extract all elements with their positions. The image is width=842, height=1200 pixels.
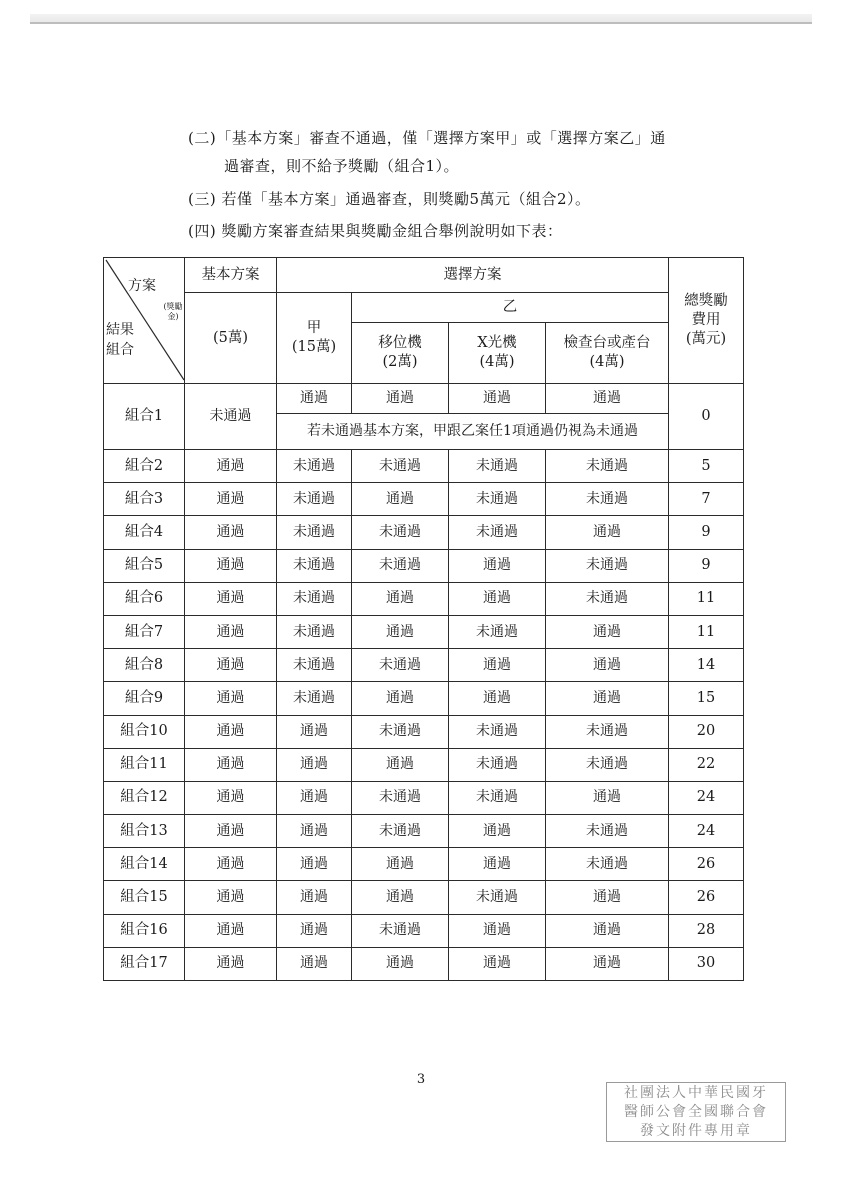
row-label: 組合8 [104, 649, 185, 682]
paragraph-2-line-2: 過審查，則不給予獎勵（組合1）。 [224, 157, 460, 175]
cell-plan-b-2: 未通過 [449, 715, 546, 748]
row-label: 組合1 [104, 384, 185, 450]
cell-total: 30 [669, 947, 744, 980]
stamp-line-2: 醫師公會全國聯合會 [624, 1104, 768, 1120]
row-label: 組合15 [104, 881, 185, 914]
cell-plan-b-2: 通過 [449, 914, 546, 947]
cell-plan-b-2: 未通過 [449, 450, 546, 483]
cell-plan-b-1: 通過 [352, 483, 449, 516]
item-amount: (4萬) [479, 354, 515, 370]
table-row [104, 881, 744, 914]
cell-total: 24 [669, 815, 744, 848]
cell-plan-b-1: 通過 [352, 682, 449, 715]
cell-plan-a: 未通過 [277, 516, 352, 549]
cell-total: 24 [669, 781, 744, 814]
header-plan-b-item-2 [449, 323, 546, 384]
cell-plan-b-2: 通過 [449, 549, 546, 582]
cell-total: 9 [669, 516, 744, 549]
row-label: 組合9 [104, 682, 185, 715]
cell-plan-b-3: 通過 [546, 947, 669, 980]
cell-plan-b-1: 未通過 [352, 549, 449, 582]
cell-plan-b-3: 未通過 [546, 748, 669, 781]
cell-plan-a: 通過 [277, 715, 352, 748]
row-label: 組合7 [104, 615, 185, 648]
cell-basic: 通過 [185, 450, 277, 483]
cell-plan-b-2: 通過 [449, 682, 546, 715]
header-total-3: (萬元) [685, 331, 727, 347]
cell-basic: 通過 [185, 748, 277, 781]
cell-plan-b-3: 未通過 [546, 815, 669, 848]
row-label: 組合11 [104, 748, 185, 781]
corner-label-reward: (獎勵金) [163, 302, 183, 321]
corner-label-result [106, 320, 134, 360]
cell-basic: 通過 [185, 815, 277, 848]
cell-plan-a: 通過 [277, 815, 352, 848]
cell-basic: 通過 [185, 549, 277, 582]
cell-plan-b-1: 未通過 [352, 516, 449, 549]
cell-plan-b-3: 未通過 [546, 715, 669, 748]
header-plan-a [277, 293, 352, 384]
cell-basic: 通過 [185, 881, 277, 914]
cell-plan-b-1: 通過 [352, 947, 449, 980]
cell-plan-b-1: 通過 [352, 582, 449, 615]
cell-plan-b-3: 通過 [546, 384, 669, 414]
cell-plan-b-1: 通過 [352, 848, 449, 881]
header-basic-amount: (5萬) [185, 293, 277, 384]
row-label: 組合10 [104, 715, 185, 748]
row-label: 組合6 [104, 582, 185, 615]
row-1-note: 若未通過基本方案，甲跟乙案任1項通過仍視為未通過 [277, 414, 669, 450]
cell-plan-b-1: 未通過 [352, 450, 449, 483]
cell-basic: 通過 [185, 582, 277, 615]
item-name: 移位機 [378, 335, 422, 351]
cell-plan-a: 未通過 [277, 682, 352, 715]
table-row [104, 450, 744, 483]
table-row [104, 582, 744, 615]
cell-plan-a: 通過 [277, 947, 352, 980]
table-row [104, 748, 744, 781]
cell-plan-b-2: 未通過 [449, 881, 546, 914]
table-row [104, 516, 744, 549]
table-row [104, 848, 744, 881]
cell-plan-b-3: 通過 [546, 649, 669, 682]
cell-plan-b-3: 未通過 [546, 450, 669, 483]
row-label: 組合17 [104, 947, 185, 980]
row-label: 組合16 [104, 914, 185, 947]
cell-total: 28 [669, 914, 744, 947]
cell-plan-b-1: 通過 [352, 615, 449, 648]
table-row [104, 649, 744, 682]
cell-plan-b-2: 未通過 [449, 516, 546, 549]
header-plan-a-name: 甲 [306, 320, 322, 336]
cell-plan-b-3: 未通過 [546, 582, 669, 615]
table-row [104, 815, 744, 848]
cell-plan-b-2: 未通過 [449, 483, 546, 516]
cell-basic: 通過 [185, 516, 277, 549]
header-optional-plan: 選擇方案 [277, 258, 669, 293]
cell-plan-a: 未通過 [277, 549, 352, 582]
row-label: 組合14 [104, 848, 185, 881]
cell-plan-b-1: 通過 [352, 384, 449, 414]
official-stamp [606, 1082, 786, 1142]
cell-plan-a: 未通過 [277, 649, 352, 682]
page-top-edge [30, 14, 812, 22]
cell-plan-b-3: 通過 [546, 516, 669, 549]
cell-total: 15 [669, 682, 744, 715]
table-row [104, 483, 744, 516]
cell-plan-b-1: 未通過 [352, 815, 449, 848]
header-plan-b: 乙 [352, 293, 669, 323]
table-row [104, 715, 744, 748]
cell-plan-b-2: 通過 [449, 947, 546, 980]
cell-plan-b-2: 通過 [449, 848, 546, 881]
cell-basic: 通過 [185, 781, 277, 814]
award-combination-table [103, 257, 744, 981]
cell-plan-a: 通過 [277, 384, 352, 414]
table-row [104, 781, 744, 814]
cell-plan-b-2: 未通過 [449, 748, 546, 781]
cell-plan-b-3: 通過 [546, 881, 669, 914]
cell-basic: 通過 [185, 483, 277, 516]
row-label: 組合4 [104, 516, 185, 549]
stamp-line-1: 社團法人中華民國牙 [624, 1085, 768, 1101]
row-label: 組合12 [104, 781, 185, 814]
corner-label-result-1: 結果 [106, 322, 134, 338]
cell-total: 26 [669, 881, 744, 914]
cell-total: 20 [669, 715, 744, 748]
cell-basic: 通過 [185, 649, 277, 682]
table-row [104, 549, 744, 582]
header-total [669, 258, 744, 384]
header-plan-a-amount: (15萬) [291, 339, 337, 355]
table-row [104, 682, 744, 715]
page-top-border [30, 22, 812, 24]
table-row [104, 914, 744, 947]
cell-plan-a: 通過 [277, 748, 352, 781]
cell-plan-b-3: 通過 [546, 615, 669, 648]
corner-header-cell [104, 258, 185, 384]
cell-total: 5 [669, 450, 744, 483]
stamp-line-3: 發文附件專用章 [640, 1123, 752, 1139]
cell-plan-a: 未通過 [277, 450, 352, 483]
cell-plan-a: 通過 [277, 881, 352, 914]
cell-plan-b-2: 通過 [449, 815, 546, 848]
cell-plan-b-3: 通過 [546, 781, 669, 814]
paragraph-2-line-1: (二)「基本方案」審查不通過，僅「選擇方案甲」或「選擇方案乙」通 [188, 129, 666, 147]
cell-plan-a: 通過 [277, 914, 352, 947]
cell-basic: 通過 [185, 914, 277, 947]
cell-plan-b-1: 通過 [352, 881, 449, 914]
cell-plan-a: 未通過 [277, 483, 352, 516]
cell-plan-b-3: 通過 [546, 914, 669, 947]
corner-label-result-2: 組合 [106, 342, 134, 358]
cell-basic: 通過 [185, 947, 277, 980]
header-total-2: 費用 [691, 312, 721, 328]
cell-plan-b-1: 未通過 [352, 649, 449, 682]
cell-plan-b-2: 通過 [449, 384, 546, 414]
corner-label-plan: 方案 [128, 278, 156, 294]
cell-total: 14 [669, 649, 744, 682]
cell-plan-b-2: 未通過 [449, 781, 546, 814]
item-name: X光機 [477, 335, 517, 351]
paragraph-4: (四) 獎勵方案審查結果與獎勵金組合舉例說明如下表： [188, 222, 563, 240]
row-label: 組合2 [104, 450, 185, 483]
header-plan-b-item-1 [352, 323, 449, 384]
cell-plan-b-2: 通過 [449, 649, 546, 682]
cell-plan-b-1: 未通過 [352, 914, 449, 947]
cell-basic: 通過 [185, 848, 277, 881]
row-label: 組合3 [104, 483, 185, 516]
item-amount: (2萬) [382, 354, 418, 370]
cell-plan-a: 未通過 [277, 582, 352, 615]
table-row [104, 615, 744, 648]
paragraph-3: (三) 若僅「基本方案」通過審查，則獎勵5萬元（組合2）。 [188, 190, 591, 208]
header-basic-plan: 基本方案 [185, 258, 277, 293]
cell-total: 22 [669, 748, 744, 781]
cell-plan-a: 未通過 [277, 615, 352, 648]
cell-total: 11 [669, 582, 744, 615]
cell-total: 11 [669, 615, 744, 648]
row-label: 組合13 [104, 815, 185, 848]
cell-plan-b-2: 未通過 [449, 615, 546, 648]
cell-plan-b-3: 通過 [546, 682, 669, 715]
cell-plan-b-3: 未通過 [546, 549, 669, 582]
cell-total: 9 [669, 549, 744, 582]
cell-plan-b-3: 未通過 [546, 848, 669, 881]
table-row [104, 947, 744, 980]
cell-plan-b-1: 通過 [352, 748, 449, 781]
cell-total: 7 [669, 483, 744, 516]
header-total-1: 總獎勵 [684, 293, 728, 309]
cell-plan-b-1: 未通過 [352, 715, 449, 748]
cell-plan-a: 通過 [277, 781, 352, 814]
cell-basic: 通過 [185, 615, 277, 648]
cell-plan-b-1: 未通過 [352, 781, 449, 814]
cell-basic: 未通過 [185, 384, 277, 450]
row-label: 組合5 [104, 549, 185, 582]
cell-total: 0 [669, 384, 744, 450]
header-plan-b-item-3 [546, 323, 669, 384]
cell-plan-a: 通過 [277, 848, 352, 881]
page-number: 3 [416, 1072, 426, 1087]
cell-basic: 通過 [185, 715, 277, 748]
cell-plan-b-3: 未通過 [546, 483, 669, 516]
cell-total: 26 [669, 848, 744, 881]
cell-basic: 通過 [185, 682, 277, 715]
cell-plan-b-2: 通過 [449, 582, 546, 615]
item-name: 檢查台或產台 [563, 335, 651, 351]
item-amount: (4萬) [589, 354, 625, 370]
